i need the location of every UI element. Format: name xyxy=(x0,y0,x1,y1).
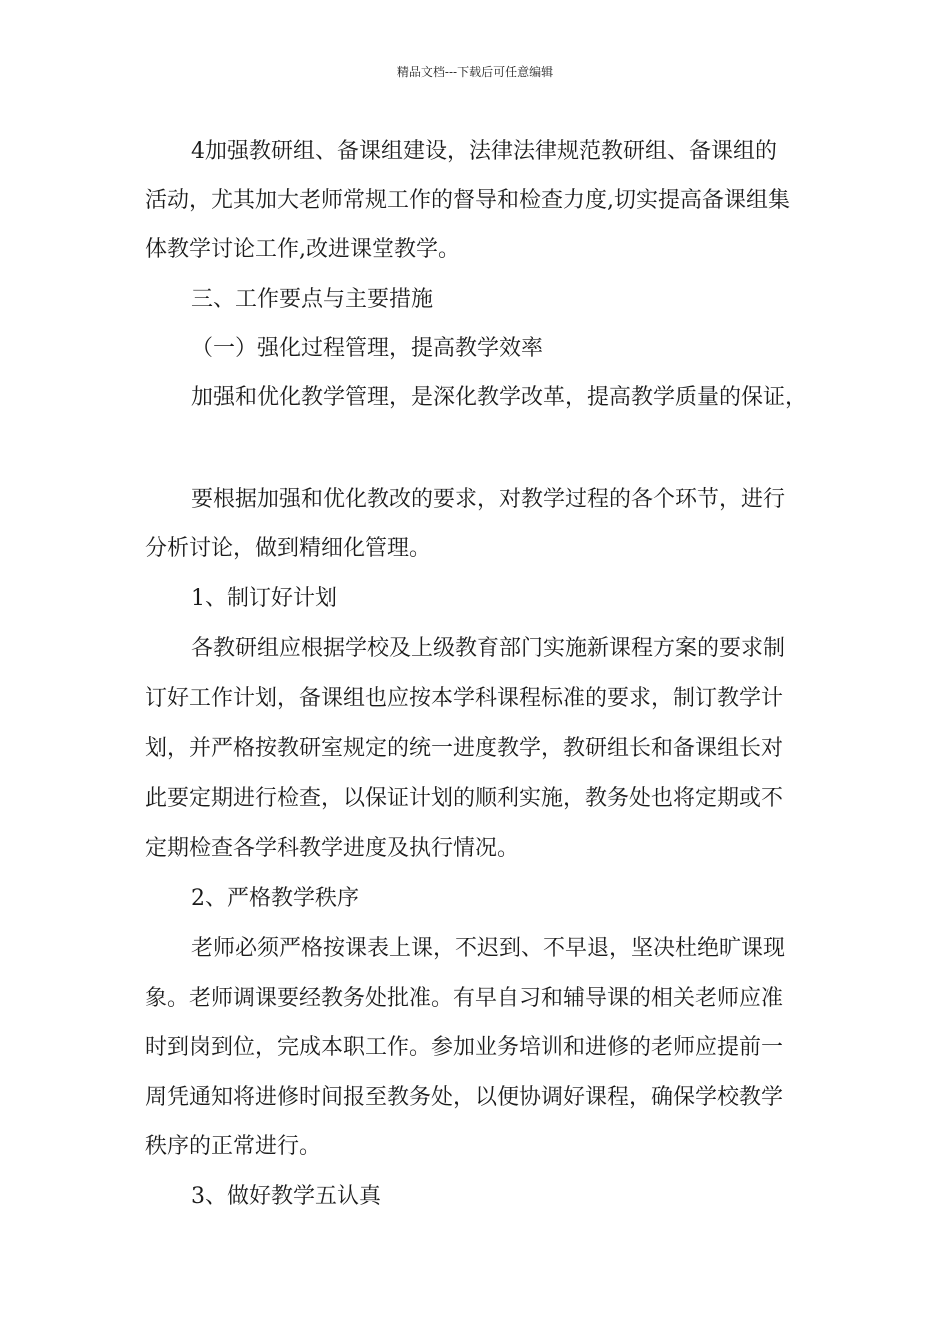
paragraph-line: 分析讨论，做到精细化管理。 xyxy=(145,536,432,561)
paragraph-line: 要根据加强和优化教改的要求，对教学过程的各个环节，进行 xyxy=(191,487,786,512)
paragraph-line: 老师必须严格按课表上课，不迟到、不早退，坚决杜绝旷课现 xyxy=(191,936,786,961)
paragraph-line: 各教研组应根据学校及上级教育部门实施新课程方案的要求制 xyxy=(191,636,786,661)
paragraph-line: 象。老师调课要经教务处批准。有早自习和辅导课的相关老师应准 xyxy=(145,986,784,1011)
paragraph-line: 秩序的正常进行。 xyxy=(145,1134,322,1159)
page-header: 精品文档---下载后可任意编辑 xyxy=(396,65,554,79)
paragraph-line: 此要定期进行检查，以保证计划的顺利实施，教务处也将定期或不 xyxy=(145,786,784,811)
paragraph-line: 加强和优化教学管理，是深化教学改革，提高教学质量的保证， xyxy=(191,385,808,410)
subsection-heading: （一）强化过程管理，提高教学效率 xyxy=(191,336,544,361)
paragraph-line: 划，并严格按教研室规定的统一进度教学，教研组长和备课组长对 xyxy=(145,736,784,761)
paragraph-line: 周凭通知将进修时间报至教务处，以便协调好课程，确保学校教学 xyxy=(145,1085,784,1110)
paragraph-line: 时到岗到位，完成本职工作。参加业务培训和进修的老师应提前一 xyxy=(145,1035,784,1060)
item-heading: 2、严格教学秩序 xyxy=(191,886,359,911)
item-heading: 3、做好教学五认真 xyxy=(191,1184,381,1209)
paragraph-line: 活动，尤其加大老师常规工作的督导和检查力度,切实提高备课组集 xyxy=(145,188,790,213)
paragraph-line: 体教学讨论工作,改进课堂教学。 xyxy=(145,237,460,262)
paragraph-line: 定期检查各学科教学进度及执行情况。 xyxy=(145,836,520,861)
paragraph-line: 4加强教研组、备课组建设，法律法律规范教研组、备课组的 xyxy=(191,139,777,164)
paragraph-line: 订好工作计划，备课组也应按本学科课程标准的要求，制订教学计 xyxy=(145,686,784,711)
section-heading: 三、工作要点与主要措施 xyxy=(191,287,434,312)
item-heading: 1、制订好计划 xyxy=(191,586,337,611)
